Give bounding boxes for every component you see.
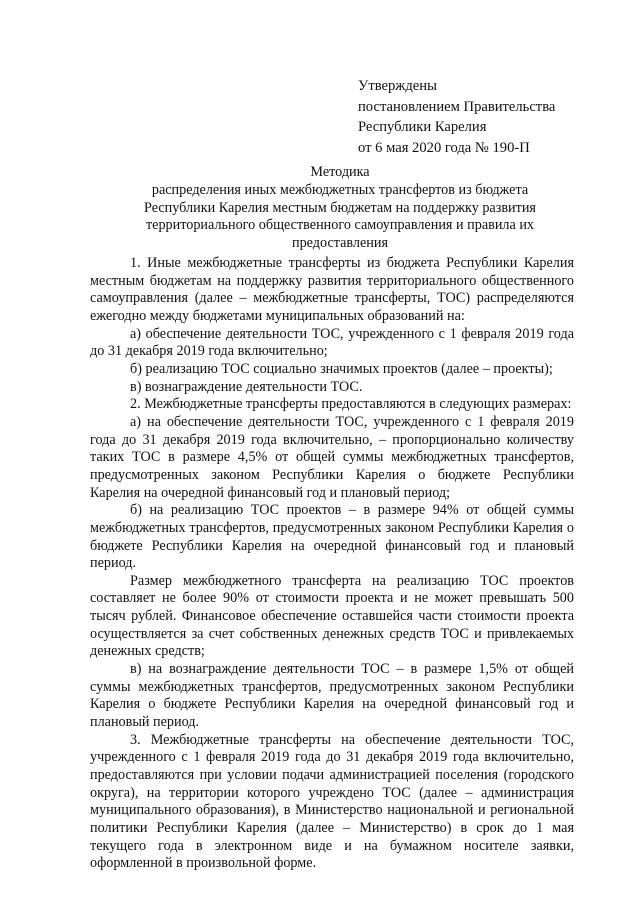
- paragraph: 1. Иные межбюджетные трансферты из бюджета Республики Карелия местным бюджетам на поддержку развития территориального общественного самоуправления (далее – межбюджетные трансферты, ТОС) распределяются ежегодно между бюджетами муниципальных образований на:: [90, 255, 574, 324]
- document-title: [120, 164, 560, 253]
- paragraph: а) на обеспечение деятельности ТОС, учрежденного с 1 февраля 2019 года до 31 декабря 2019 года включительно, – пропорционально количеству таких ТОС в размере 4,5% от общей суммы межбюджетных трансфертов, предусмотренных законом Республики Карелия о бюджете Республики Карелия на очередной финансовый год и плановый период;: [90, 413, 574, 501]
- paragraph: б) реализацию ТОС социально значимых проектов (далее – проекты);: [130, 360, 553, 377]
- paragraph: а) обеспечение деятельности ТОС, учрежденного с 1 февраля 2019 года до 31 декабря 2019 года включительно;: [90, 325, 574, 360]
- approval-line: постановлением Правительства: [358, 98, 556, 115]
- paragraph: б) на реализацию ТОС проектов – в размере 94% от общей суммы межбюджетных трансфертов, предусмотренных законом Республики Карелия о бюджете Республики Карелия на очередной финансовый год и плановый период.: [90, 502, 574, 572]
- title-line: территориального общественного самоуправления и правила их: [145, 217, 535, 234]
- paragraph: 3. Межбюджетные трансферты на обеспечение деятельности ТОС, учрежденного с 1 февраля 2019 года до 31 декабря 2019 года включительно, предоставляются при условии подачи администрацией поселения (городского округа), на территории которого учреждено ТОС (далее – администрация муниципального образования), в Министерство национальной и региональной политики Республики Карелия (далее – Министерство) в срок до 1 мая текущего года в электронном виде и на бумажном носителе заявки, оформленной в произвольной форме.: [90, 731, 574, 872]
- approval-block: [358, 76, 628, 158]
- title-line: распределения иных межбюджетных трансфертов из бюджета: [151, 181, 529, 198]
- paragraph: Размер межбюджетного трансферта на реализацию ТОС проектов составляет не более 90% от стоимости проекта и не может превышать 500 тысяч рублей. Финансовое обеспечение оставшейся части стоимости проекта осуществляется за счет собственных денежных средств ТОС и привлекаемых денежных средств;: [90, 572, 574, 660]
- paragraph: в) вознаграждение деятельности ТОС.: [130, 378, 363, 395]
- title-line: Методика: [310, 164, 370, 180]
- document-body: [90, 255, 574, 873]
- paragraph: в) на вознаграждение деятельности ТОС – в размере 1,5% от общей суммы межбюджетных трансфертов, предусмотренных законом Республики Карелия о бюджете Республики Карелия на очередной финансовый год и плановый период.: [90, 661, 574, 731]
- paragraph: 2. Межбюджетные трансферты предоставляются в следующих размерах:: [130, 396, 572, 413]
- title-line: предоставления: [291, 235, 389, 252]
- approval-line: от 6 мая 2020 года № 190-П: [358, 139, 530, 156]
- approval-line: Республики Карелия: [358, 119, 487, 135]
- title-line: Республики Карелия местным бюджетам на поддержку развития: [144, 199, 536, 216]
- approval-line: Утверждены: [358, 78, 437, 94]
